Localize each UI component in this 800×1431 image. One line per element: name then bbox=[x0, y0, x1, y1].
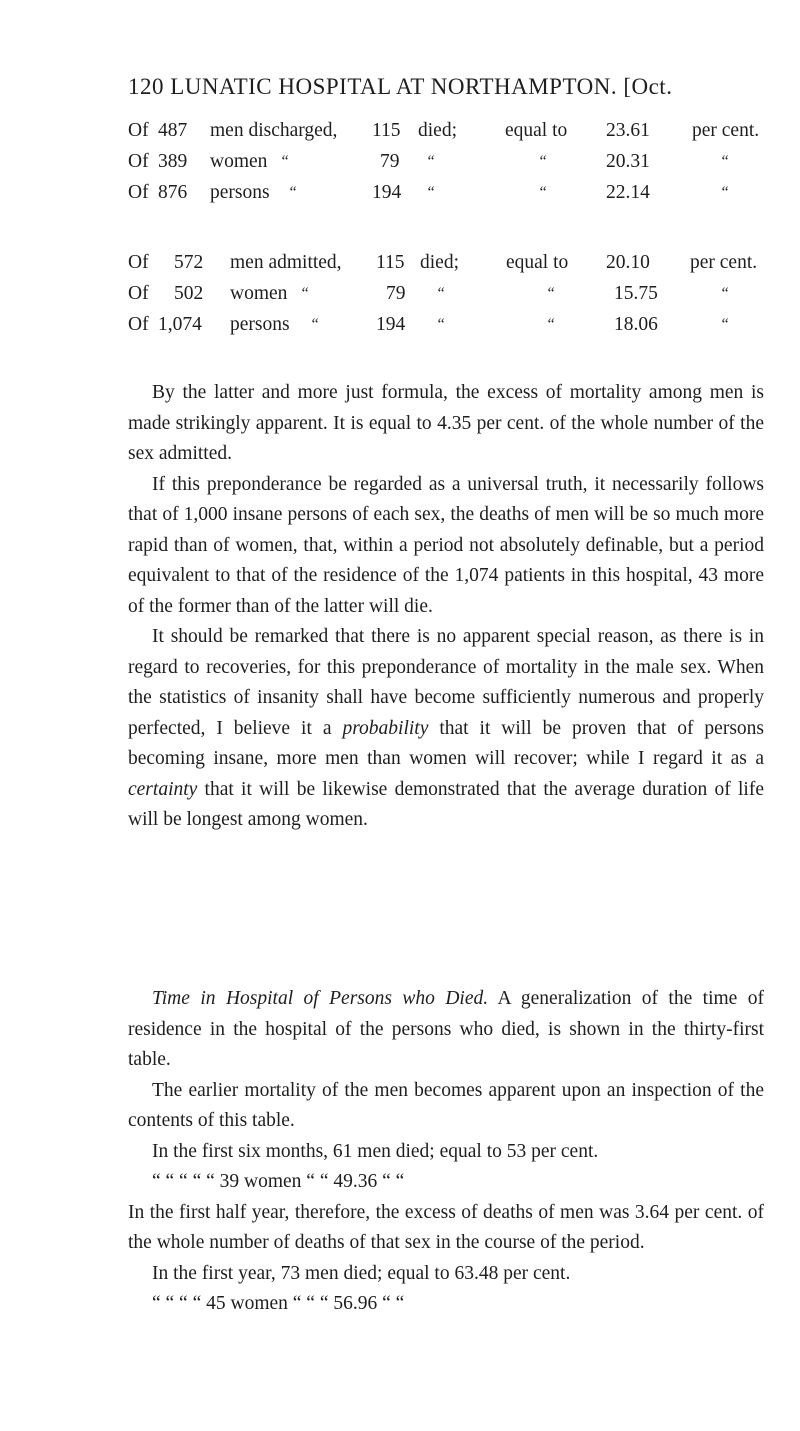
paragraph: In the first half year, therefore, the excess of deaths of men was 3.64 per cent. of the whole number of deaths of that sex in the course of the period. bbox=[128, 1201, 764, 1253]
paragraph: The earlier mortality of the men becomes apparent upon an inspection of the contents of this table. bbox=[128, 1079, 764, 1131]
discharged-mortality-table bbox=[128, 115, 768, 208]
table-row: Of 1,074 persons “ 194 “ “ 18.06 “ bbox=[128, 314, 729, 335]
stat-line: In the first six months, 61 men died; equal to 53 per cent. bbox=[152, 1140, 599, 1162]
paragraph: By the latter and more just formula, the excess of mortality among men is made strikingly apparent. It is equal to 4.35 per cent. of the whole number of the sex admitted. bbox=[128, 382, 764, 464]
admitted-mortality-table bbox=[128, 247, 768, 340]
paragraph: It should be remarked that there is no apparent special reason, as there is in regard to recoveries, for this preponderance of mortality in the male sex. When the statistics of insanity shall have become sufficiently numerous and properly perfected, I believe it a probability that it will be proven that of persons becoming insane, more men than women will recover; while I regard it as a certainty that it will be likewise demonstrated that the average duration of life will be longest among women. bbox=[128, 626, 765, 830]
section-heading: Time in Hospital of Persons who Died. bbox=[152, 988, 489, 1009]
table-row: Of 389 women “ 79 “ “ 20.31 “ bbox=[128, 151, 729, 172]
paragraph: Time in Hospital of Persons who Died. A generalization of the time of residence in the hospital of the persons who died, is shown in the thirty-first table. bbox=[128, 988, 764, 1070]
table-row: Of 572 men admitted, 115 died; equal to 20.10 per cent. bbox=[128, 252, 758, 273]
stat-line: In the first year, 73 men died; equal to 63.48 per cent. bbox=[152, 1262, 571, 1284]
time-in-hospital-section bbox=[128, 984, 764, 1320]
emphasis: certainty bbox=[128, 778, 198, 800]
table-row: Of 876 persons “ 194 “ “ 22.14 “ bbox=[128, 182, 729, 203]
paragraph: If this preponderance be regarded as a universal truth, it necessarily follows that of 1,000 insane persons of each sex, the deaths of men will be so much more rapid than of women, that, within a period not absolutely definable, but a period equivalent to that of the residence of the 1,074 patients in this hospital, 43 more of the former than of the latter will die. bbox=[128, 473, 764, 617]
stat-line: “ “ “ “ 45 women “ “ “ 56.96 “ “ bbox=[152, 1293, 405, 1314]
stat-line: “ “ “ “ “ 39 women “ “ 49.36 “ “ bbox=[152, 1171, 405, 1192]
running-head: 120 LUNATIC HOSPITAL AT NORTHAMPTON. [Oct. bbox=[128, 74, 673, 99]
discussion-text bbox=[128, 378, 764, 836]
table-row: Of 487 men discharged, 115 died; equal to 23.61 per cent. bbox=[128, 120, 760, 141]
emphasis: probability bbox=[342, 717, 429, 739]
table-row: Of 502 women “ 79 “ “ 15.75 “ bbox=[128, 283, 729, 304]
